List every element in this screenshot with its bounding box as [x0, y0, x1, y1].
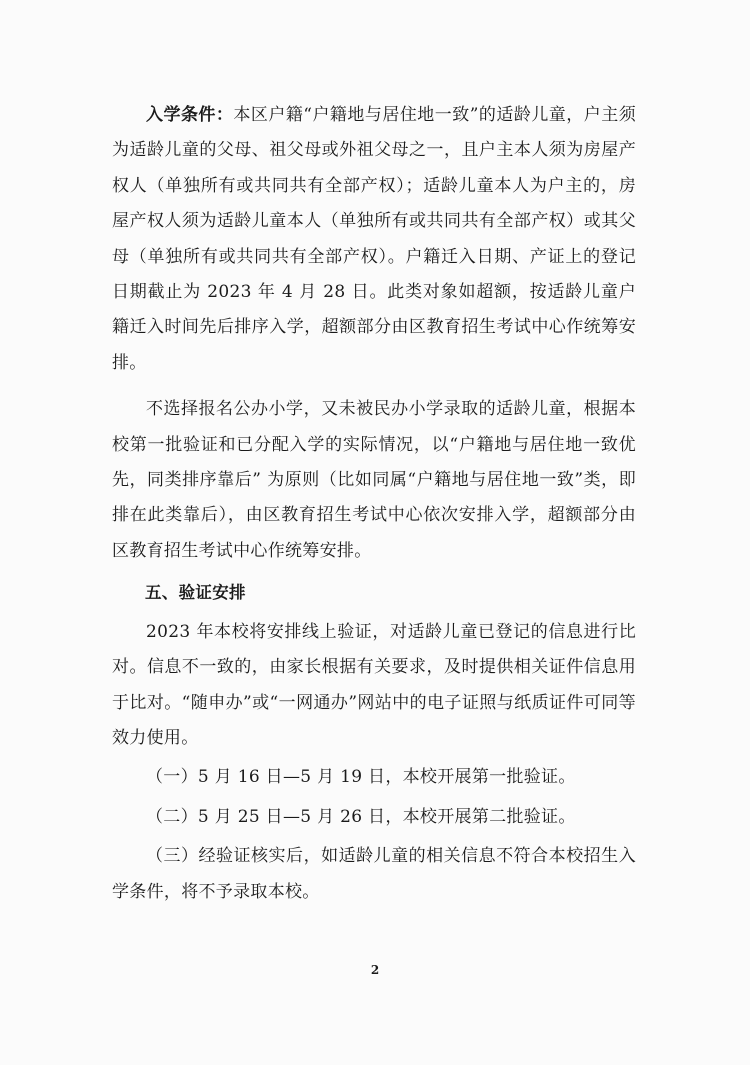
section-five-heading: 五、验证安排: [145, 583, 246, 603]
verification-item-1: （一）5 月 16 日—5 月 19 日，本校开展第一批验证。: [146, 767, 576, 788]
admission-conditions-paragraph: [112, 98, 636, 381]
verification-intro-paragraph: 2023 年本校将安排线上验证，对适龄儿童已登记的信息进行比对。信息不一致的，由家长根据有关要求，及时提供相关证件信息用于比对。“随申办”或“一网通办”网站中的电子证照与纸质证件可同等效力使用。: [112, 621, 636, 748]
document-body: [112, 98, 636, 910]
verification-item-3: （三）经验证核实后，如适龄儿童的相关信息不符合本校招生入学条件，将不予录取本校。: [112, 846, 636, 902]
admission-conditions-label: 入学条件：: [146, 105, 234, 125]
page-number: 2: [370, 963, 380, 977]
verification-item-2: （二）5 月 25 日—5 月 26 日，本校开展第二批验证。: [146, 806, 576, 827]
not-selected-paragraph: 不选择报名公办小学，又未被民办小学录取的适龄儿童，根据本校第一批验证和已分配入学的实际情况，以“户籍地与居住地一致优先，同类排序靠后” 为原则（比如同属“户籍地与居住地一致”类，即排在此类靠后），由区教育招生考试中心依次安排入学，超额部分由区教育招生考试中心作统筹安排。: [112, 399, 636, 561]
admission-conditions-text: 本区户籍“户籍地与居住地一致”的适龄儿童，户主须为适龄儿童的父母、祖父母或外祖父母之一，且户主本人须为房屋产权人（单独所有或共同共有全部产权）；适龄儿童本人为户主的，房屋产权人须为适龄儿童本人（单独所有或共同共有全部产权）或其父母（单独所有或共同共有全部产权）。户籍迁入日期、产证上的登记日期截止为 2023 年 4 月 28 日。此类对象如超额，按适龄儿童户籍迁入时间先后排序入学，超额部分由区教育招生考试中心作统筹安排。: [112, 105, 637, 373]
